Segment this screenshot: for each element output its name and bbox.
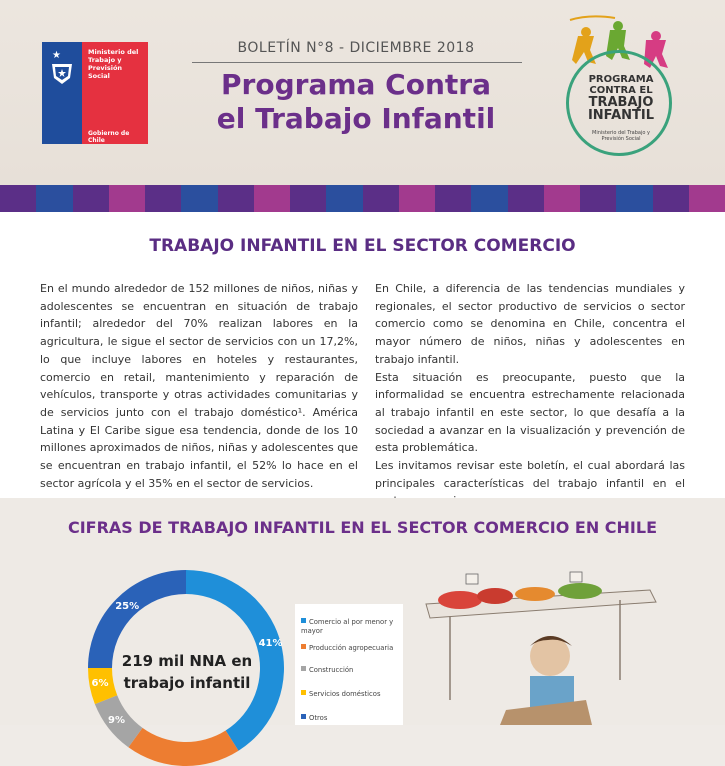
- legend-item: [301, 666, 397, 675]
- header: [0, 0, 725, 185]
- ministry-line: Previsión: [88, 64, 123, 72]
- legend-label: Servicios domésticos: [309, 690, 381, 698]
- page-title: [190, 68, 522, 136]
- intro-right-column: [375, 280, 685, 510]
- legend-label: Otros: [309, 714, 328, 722]
- stripe-segment: [218, 185, 254, 212]
- logo-text-line: TRABAJO: [588, 95, 654, 110]
- legend-label: Comercio al por menor y mayor: [301, 618, 394, 635]
- stripe-segment: [580, 185, 616, 212]
- divider: [192, 62, 522, 63]
- stripe-segment: [73, 185, 109, 212]
- program-logo: [560, 14, 680, 164]
- stripe-segment: [326, 185, 362, 212]
- intro-paragraph: Les invitamos revisar este boletín, el cual abordará las principales características del trabajo infantil en el: [375, 459, 685, 490]
- stripe-segment: [254, 185, 290, 212]
- slice-percentage: 41%: [258, 638, 283, 649]
- legend-label: Producción agropecuaria: [309, 644, 394, 652]
- slice-percentage: 9%: [108, 714, 126, 726]
- logo-blue-block: [42, 42, 82, 144]
- legend-label: Construcción: [309, 666, 354, 674]
- stripe-segment: [181, 185, 217, 212]
- legend-item: [301, 714, 397, 723]
- ministry-name: [88, 48, 146, 80]
- legend-swatch: [301, 714, 306, 719]
- stripe-segment: [290, 185, 326, 212]
- ministry-line: Social: [88, 72, 110, 80]
- stripe-segment: [616, 185, 652, 212]
- legend-item: [301, 644, 397, 653]
- logo-text-line: INFANTIL: [587, 108, 655, 123]
- slice-percentage: 6%: [91, 678, 109, 690]
- intro-paragraph: En el mundo alrededor de 152 millones de niños, niñas y adolescentes se encuentran en situación de trabajo infantil; alrededor del 70% realizan labores en la agricultura, le sigue el sector de servicios con un 17,2%, lo que incluye labores en hoteles y restaurantes, comercio en retail, mantenimiento y reparación de vehículos, transporte y otras actividades comunitarias y de servicios junto con el trabajo doméstico¹. América Latina y El Caribe sigue esa tendencia, donde de los 10 millones aproximados de niños, niñas y adolescentes que se encuentran en trabajo infantil, el 52% lo hace en el sector agrícola y el 35% en el sector de servicios.: [40, 282, 358, 490]
- stripe-segment: [145, 185, 181, 212]
- stripe-segment: [36, 185, 72, 212]
- chart-legend: [295, 604, 403, 725]
- stripe-segment: [471, 185, 507, 212]
- stripe-segment: [435, 185, 471, 212]
- legend-swatch: [301, 666, 306, 671]
- ministry-line: Trabajo y: [88, 56, 122, 64]
- center-label-line: trabajo infantil: [123, 674, 251, 692]
- ministry-line: Ministerio del: [88, 48, 139, 56]
- stats-heading: CIFRAS DE TRABAJO INFANTIL EN EL SECTOR COMERCIO EN CHILE: [67, 518, 658, 537]
- logo-text-line: CONTRA EL: [589, 85, 653, 96]
- stripe-segment: [109, 185, 145, 212]
- title-line: el Trabajo Infantil: [216, 102, 496, 135]
- decorative-stripe: [0, 185, 725, 212]
- center-label-line: 219 mil NNA en: [121, 652, 253, 670]
- section-heading: TRABAJO INFANTIL EN EL SECTOR COMERCIO: [149, 236, 576, 256]
- coat-of-arms-icon: [46, 60, 78, 86]
- legend-swatch: [301, 644, 306, 649]
- legend-swatch: [301, 690, 306, 695]
- legend-item: [301, 690, 397, 699]
- stripe-segment: [653, 185, 689, 212]
- gobierno-label: Gobierno de Chile: [88, 130, 130, 144]
- stripe-segment: [399, 185, 435, 212]
- stripe-segment: [0, 185, 36, 212]
- program-logo-text: [578, 74, 664, 122]
- stripe-segment: [544, 185, 580, 212]
- logo-text-line: PROGRAMA: [588, 74, 654, 85]
- title-line: Programa Contra: [221, 68, 491, 101]
- intro-left-column: [40, 280, 358, 492]
- intro-paragraph: En Chile, a diferencia de las tendencias mundiales y regionales, el sector productivo de servicios o sector comercio como se denomina en Chile, concentra el mayor número de niños, niñas y adolescentes en trabajo infantil.: [375, 282, 685, 366]
- legend-item: [301, 618, 397, 636]
- ministry-logo: [42, 42, 148, 144]
- stripe-segment: [363, 185, 399, 212]
- bulletin-number: BOLETÍN N°8 - DICIEMBRE 2018: [237, 40, 475, 56]
- stripe-segment: [689, 185, 725, 212]
- market-illustration: [420, 560, 720, 725]
- donut-slice: [128, 728, 238, 766]
- star-icon: ★: [52, 50, 61, 61]
- stripe-segment: [508, 185, 544, 212]
- intro-paragraph: Esta situación es preocupante, puesto que la informalidad se encuentra estrechamente relacionada al trabajo infantil en este sector, lo que desafía a la sociedad a avanzar en la visualización y prevención de esta problemática.: [375, 370, 685, 455]
- donut-center-label: [112, 650, 262, 694]
- legend-swatch: [301, 618, 306, 623]
- slice-percentage: 25%: [115, 601, 140, 613]
- program-logo-subtitle: Ministerio del Trabajo y Previsión Social: [592, 130, 650, 142]
